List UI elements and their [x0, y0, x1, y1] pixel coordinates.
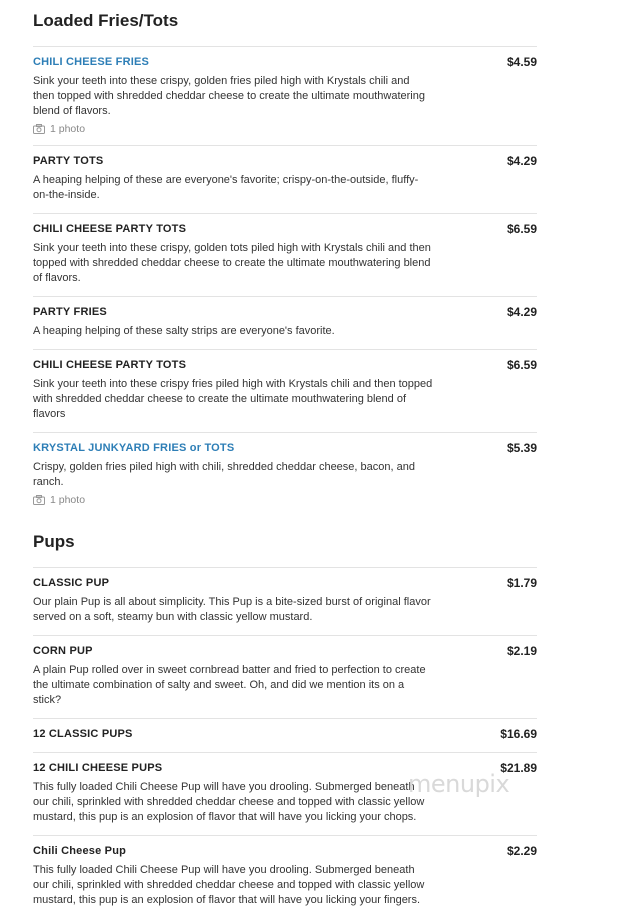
- item-price: $5.39: [506, 441, 537, 455]
- section-loaded-fries: [33, 0, 537, 516]
- item-price: $4.29: [506, 154, 537, 168]
- item-description: A plain Pup rolled over in sweet cornbread batter and fried to perfection to create the ultimate combination of salty and sweet. Oh, and did we mention its on a stick?: [33, 664, 426, 706]
- menu-item: [33, 718, 537, 752]
- item-description: A heaping helping of these are everyone's favorite; crispy-on-the-outside, fluffy-on-the-inside.: [33, 174, 419, 201]
- section-title: Pups: [33, 532, 75, 551]
- item-price: $6.59: [506, 358, 537, 372]
- item-name: CHILI CHEESE PARTY TOTS: [33, 359, 187, 371]
- item-price: $2.29: [506, 844, 537, 858]
- item-name: CORN PUP: [33, 645, 93, 657]
- menu-item: [33, 635, 537, 718]
- camera-icon: [33, 124, 45, 134]
- item-description: Sink your teeth into these crispy, golden tots piled high with Krystals chili and then topped with shredded cheddar cheese to create the ultimate mouthwatering blend of flavors.: [33, 242, 431, 284]
- item-description: A heaping helping of these salty strips are everyone's favorite.: [33, 325, 335, 337]
- item-description: Crispy, golden fries piled high with chili, shredded cheddar cheese, bacon, and ranch.: [33, 461, 415, 488]
- item-name: CLASSIC PUP: [33, 577, 110, 589]
- item-price: $1.79: [506, 576, 537, 590]
- menu-item: [33, 213, 537, 296]
- menu-item: [33, 835, 537, 918]
- section-title: Loaded Fries/Tots: [33, 11, 179, 30]
- section-pups: [33, 516, 537, 918]
- photo-link[interactable]: [33, 123, 537, 135]
- item-name: Chili Cheese Pup: [33, 845, 127, 857]
- menu-item: [33, 296, 537, 349]
- menu-item: [33, 567, 537, 635]
- item-price: $4.59: [506, 55, 537, 69]
- item-description: This fully loaded Chili Cheese Pup will have you drooling. Submerged beneath our chili, sprinkled with shredded cheddar cheese and topped with classic yellow mustard, this pup is an explosion of flavor that will have you licking your fingers.: [33, 864, 425, 906]
- item-name: 12 CLASSIC PUPS: [33, 728, 133, 740]
- camera-icon: [33, 495, 45, 505]
- menu-item: [33, 349, 537, 432]
- item-name: PARTY TOTS: [33, 155, 104, 167]
- menu-item: [33, 432, 537, 516]
- item-price: $4.29: [506, 305, 537, 319]
- photo-count: 1 photo: [50, 123, 86, 135]
- item-name-link[interactable]: CHILI CHEESE FRIES: [33, 56, 150, 68]
- photo-count: 1 photo: [50, 494, 86, 506]
- item-name: PARTY FRIES: [33, 306, 107, 318]
- item-description: Our plain Pup is all about simplicity. This Pup is a bite-sized burst of original flavor served on a soft, steamy bun with classic yellow mustard.: [33, 596, 431, 623]
- item-price: $6.59: [506, 222, 537, 236]
- item-name: 12 CHILI CHEESE PUPS: [33, 762, 163, 774]
- item-price: $21.89: [500, 761, 537, 775]
- item-description: Sink your teeth into these crispy fries piled high with Krystals chili and then topped with shredded cheddar cheese to create the ultimate mouthwatering blend of flavors: [33, 378, 433, 420]
- item-description: Sink your teeth into these crispy, golden fries piled high with Krystals chili and then topped with shredded cheddar cheese to create the ultimate mouthwatering blend of flavors.: [33, 75, 425, 117]
- menupix-watermark: menupix: [408, 770, 510, 798]
- item-name-link[interactable]: KRYSTAL JUNKYARD FRIES or TOTS: [33, 442, 235, 454]
- item-price: $16.69: [500, 727, 537, 741]
- item-price: $2.19: [506, 644, 537, 658]
- menu-item: [33, 46, 537, 145]
- menu-item: [33, 145, 537, 213]
- photo-link[interactable]: [33, 494, 537, 506]
- item-description: This fully loaded Chili Cheese Pup will have you drooling. Submerged beneath our chili, sprinkled with shredded cheddar cheese and topped with classic yellow mustard, this pup is an explosion of flavor that will have you licking your chops.: [33, 781, 425, 823]
- item-name: CHILI CHEESE PARTY TOTS: [33, 223, 187, 235]
